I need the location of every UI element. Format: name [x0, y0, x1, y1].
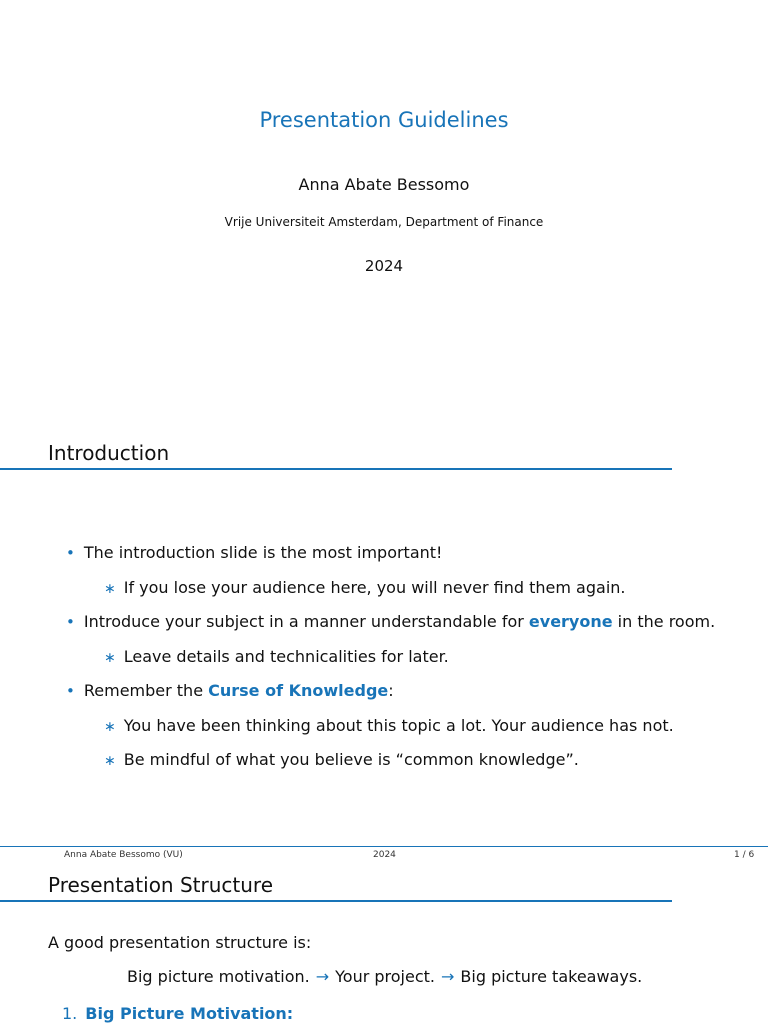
bullet-text-tail: : [388, 681, 394, 700]
presentation-year: 2024 [364, 257, 404, 275]
enum-label: Big Picture Motivation: [85, 1004, 294, 1023]
bullet-text: Remember the [83, 681, 209, 700]
sub-bullet-text: Leave details and technicalities for later. [123, 647, 449, 666]
footer-year: 2024 [373, 850, 396, 860]
presentation-title: Presentation Guidelines [259, 108, 509, 132]
sub-bullet-text: If you lose your audience here, you will never find them again. [123, 578, 626, 597]
bullet-icon: • [66, 544, 75, 562]
sub-bullet-icon: ∗ [104, 753, 116, 769]
footer-rule [0, 846, 768, 847]
intro-subbullet-4 [104, 750, 579, 769]
bullet-text: Introduce your subject in a manner understandable for [83, 612, 529, 631]
arrow-right-icon: → [315, 967, 330, 986]
footer-author: Anna Abate Bessomo (VU) [64, 850, 183, 860]
bullet-icon: • [66, 613, 75, 631]
footer-page-number: 1 / 6 [734, 850, 755, 860]
bullet-text: The introduction slide is the most important! [83, 543, 443, 562]
sub-bullet-icon: ∗ [104, 719, 116, 735]
structure-intro: A good presentation structure is: [48, 933, 312, 952]
emphasis-curse-of-knowledge: Curse of Knowledge [208, 681, 389, 700]
formula-step-1: Big picture motivation. [127, 967, 310, 986]
sub-bullet-icon: ∗ [104, 650, 116, 666]
intro-bullet-1 [66, 543, 442, 562]
intro-subbullet-3 [104, 716, 674, 735]
intro-heading: Introduction [48, 441, 170, 465]
author-name: Anna Abate Bessomo [298, 175, 470, 194]
structure-heading-rule [0, 900, 672, 902]
intro-bullet-2 [66, 612, 715, 631]
sub-bullet-icon: ∗ [104, 581, 116, 597]
intro-heading-rule [0, 468, 672, 470]
intro-subbullet-1 [104, 578, 625, 597]
sub-bullet-text: Be mindful of what you believe is “common knowledge”. [123, 750, 579, 769]
formula-step-2: Your project. [335, 967, 435, 986]
arrow-right-icon: → [441, 967, 455, 986]
enum-number: 1. [62, 1004, 78, 1023]
intro-bullet-3 [66, 681, 394, 700]
formula-step-3: Big picture takeaways. [460, 967, 643, 986]
institution: Vrije Universiteit Amsterdam, Department of Finance [224, 215, 544, 229]
emphasis-everyone: everyone [528, 612, 613, 631]
bullet-icon: • [66, 682, 75, 700]
structure-heading: Presentation Structure [48, 873, 273, 897]
structure-formula [127, 967, 642, 986]
intro-subbullet-2 [104, 647, 449, 666]
structure-enum-1 [62, 1004, 293, 1023]
sub-bullet-text: You have been thinking about this topic a lot. Your audience has not. [123, 716, 674, 735]
bullet-text-tail: in the room. [612, 612, 716, 631]
